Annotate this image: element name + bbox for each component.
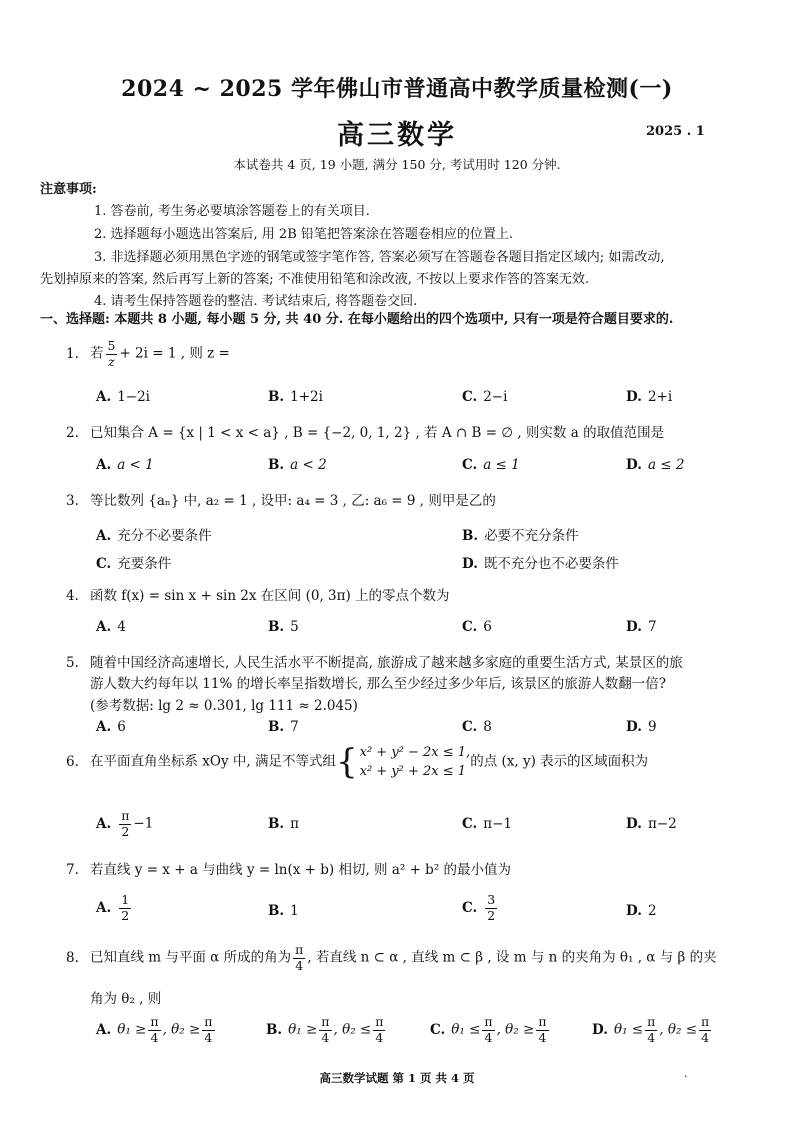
- option-c[interactable]: C. 6: [462, 619, 492, 635]
- option-d[interactable]: D. 7: [626, 619, 657, 635]
- option-c[interactable]: C. θ₁ ≤ $\frac{\pi}{4}$ , θ₂ ≥ $\frac{\pi}{4}$: [430, 1014, 547, 1045]
- option-b[interactable]: B. 5: [268, 619, 299, 635]
- question-8-line: 角为 θ₂ , 则: [90, 991, 162, 1007]
- question-2: 2. 已知集合 A = {x | 1 < x < a} , B = {−2, 0, 1, 2} , 若 A ∩ B = ∅ , 则实数 a 的取值范围是: [66, 425, 665, 441]
- option-b[interactable]: B. 7: [268, 719, 299, 735]
- question-8: 8. 已知直线 m 与平面 α 所成的角为 $\frac{\pi}{4}$ , 若直线 n ⊂ α , 直线 m ⊂ β , 设 m 与 n 的夹角为 θ₁ , α 与 β 的夹: [66, 942, 717, 973]
- option-a[interactable]: A. a < 1: [96, 457, 154, 473]
- option-d[interactable]: D. π−2: [626, 816, 677, 832]
- question-6: 6. 在平面直角坐标系 xOy 中, 满足不等式组{ x² + y² − 2x ≤ 1, x² + y² + 2x ≤ 1 的点 (x, y) 表示的区域面积为: [66, 742, 649, 782]
- question-5-line: (参考数据: lg 2 ≈ 0.301, lg 111 ≈ 2.045): [90, 698, 358, 714]
- option-a[interactable]: A. 6: [96, 719, 126, 735]
- page-footer: 高三数学试题 第 1 页 共 4 页: [319, 1071, 475, 1085]
- exam-title: 2024 ~ 2025 学年佛山市普通高中教学质量检测(一): [121, 76, 673, 102]
- option-b[interactable]: B. a < 2: [268, 457, 327, 473]
- question-3: 3. 等比数列 {aₙ} 中, a₂ = 1 , 设甲: a₄ = 3 , 乙: a₆ = 9 , 则甲是乙的: [66, 493, 496, 509]
- option-c[interactable]: C. 充要条件: [96, 556, 172, 572]
- option-c[interactable]: C. a ≤ 1: [462, 457, 520, 473]
- option-d[interactable]: D. 既不充分也不必要条件: [462, 556, 619, 572]
- question-1: [66, 340, 230, 368]
- option-b[interactable]: B. 1+2i: [268, 389, 323, 405]
- option-d[interactable]: D. a ≤ 2: [626, 457, 685, 473]
- option-b[interactable]: B. θ₁ ≥ $\frac{\pi}{4}$ , θ₂ ≤ $\frac{\pi}{4}$: [266, 1014, 384, 1045]
- option-a[interactable]: A. θ₁ ≥ $\frac{\pi}{4}$ , θ₂ ≥ $\frac{\pi}{4}$: [96, 1014, 213, 1045]
- option-a[interactable]: A. 1−2i: [96, 389, 150, 405]
- notice-item: 3. 非选择题必须用黑色字迹的钢笔或签字笔作答, 答案必须写在答题卷各题目指定区域内; 如需改动,: [94, 250, 665, 265]
- option-c[interactable]: C. π−1: [462, 816, 512, 832]
- subject-title: 高三数学: [337, 120, 457, 151]
- question-5: 5. 随着中国经济高速增长, 人民生活水平不断提高, 旅游成了越来越多家庭的重要生活方式, 某景区的旅: [66, 655, 683, 671]
- question-5-line: 游人数大约每年以 11% 的增长率呈指数增长, 那么至少经过多少年后, 该景区的旅游人数翻一倍?: [90, 676, 666, 692]
- option-d[interactable]: D. θ₁ ≤ $\frac{\pi}{4}$ , θ₂ ≤ $\frac{\pi}{4}$: [592, 1014, 710, 1045]
- question-number: 1.: [66, 345, 79, 362]
- notice-item: 1. 答卷前, 考生务必要填涂答题卷上的有关项目.: [94, 204, 370, 219]
- option-b[interactable]: B. 必要不充分条件: [462, 528, 579, 544]
- option-d[interactable]: D. 2+i: [626, 389, 673, 405]
- notice-item: 4. 请考生保持答题卷的整洁. 考试结束后, 将答题卷交回.: [94, 294, 418, 309]
- fraction: $\frac{5}{z}$: [107, 338, 116, 369]
- question-7: 7. 若直线 y = x + a 与曲线 y = ln(x + b) 相切, 则 a² + b² 的最小值为: [66, 862, 512, 878]
- section-heading: 一、选择题: 本题共 8 小题, 每小题 5 分, 共 40 分. 在每小题给出的四个选项中, 只有一项是符合题目要求的.: [40, 312, 674, 327]
- option-b[interactable]: B. π: [268, 816, 299, 832]
- notice-item-continued: 先划掉原来的答案, 然后再写上新的答案; 不准使用铅笔和涂改液, 不按以上要求作答的答案无效.: [40, 272, 590, 287]
- option-a[interactable]: A. $\frac{1}{2}$: [96, 892, 130, 923]
- option-a[interactable]: A. 4: [96, 619, 126, 635]
- option-b[interactable]: B. 1: [268, 903, 299, 919]
- footer-mark: ·: [684, 1070, 688, 1083]
- notice-item: 2. 选择题每小题选出答案后, 用 2B 铅笔把答案涂在答题卷相应的位置上.: [94, 227, 514, 242]
- option-d[interactable]: D. 2: [626, 903, 657, 919]
- brace: {: [335, 742, 358, 782]
- option-a[interactable]: A. 充分不必要条件: [96, 528, 212, 544]
- option-c[interactable]: C. $\frac{3}{2}$: [462, 892, 496, 923]
- exam-date: 2025 . 1: [646, 124, 705, 139]
- option-d[interactable]: D. 9: [626, 719, 657, 735]
- question-4: 4. 函数 f(x) = sin x + sin 2x 在区间 (0, 3π) 上的零点个数为: [66, 588, 450, 604]
- question-text: + 2i = 1 , 则 z =: [119, 345, 230, 362]
- option-c[interactable]: C. 8: [462, 719, 492, 735]
- option-a[interactable]: A. $\frac{\pi}{2}$ −1: [96, 808, 154, 839]
- notice-heading: 注意事项:: [40, 182, 97, 197]
- exam-intro: 本试卷共 4 页, 19 小题, 满分 150 分, 考试用时 120 分钟.: [233, 157, 561, 172]
- question-text: 若: [90, 345, 104, 362]
- inequality-system: x² + y² − 2x ≤ 1, x² + y² + 2x ≤ 1: [359, 745, 471, 779]
- option-c[interactable]: C. 2−i: [462, 389, 508, 405]
